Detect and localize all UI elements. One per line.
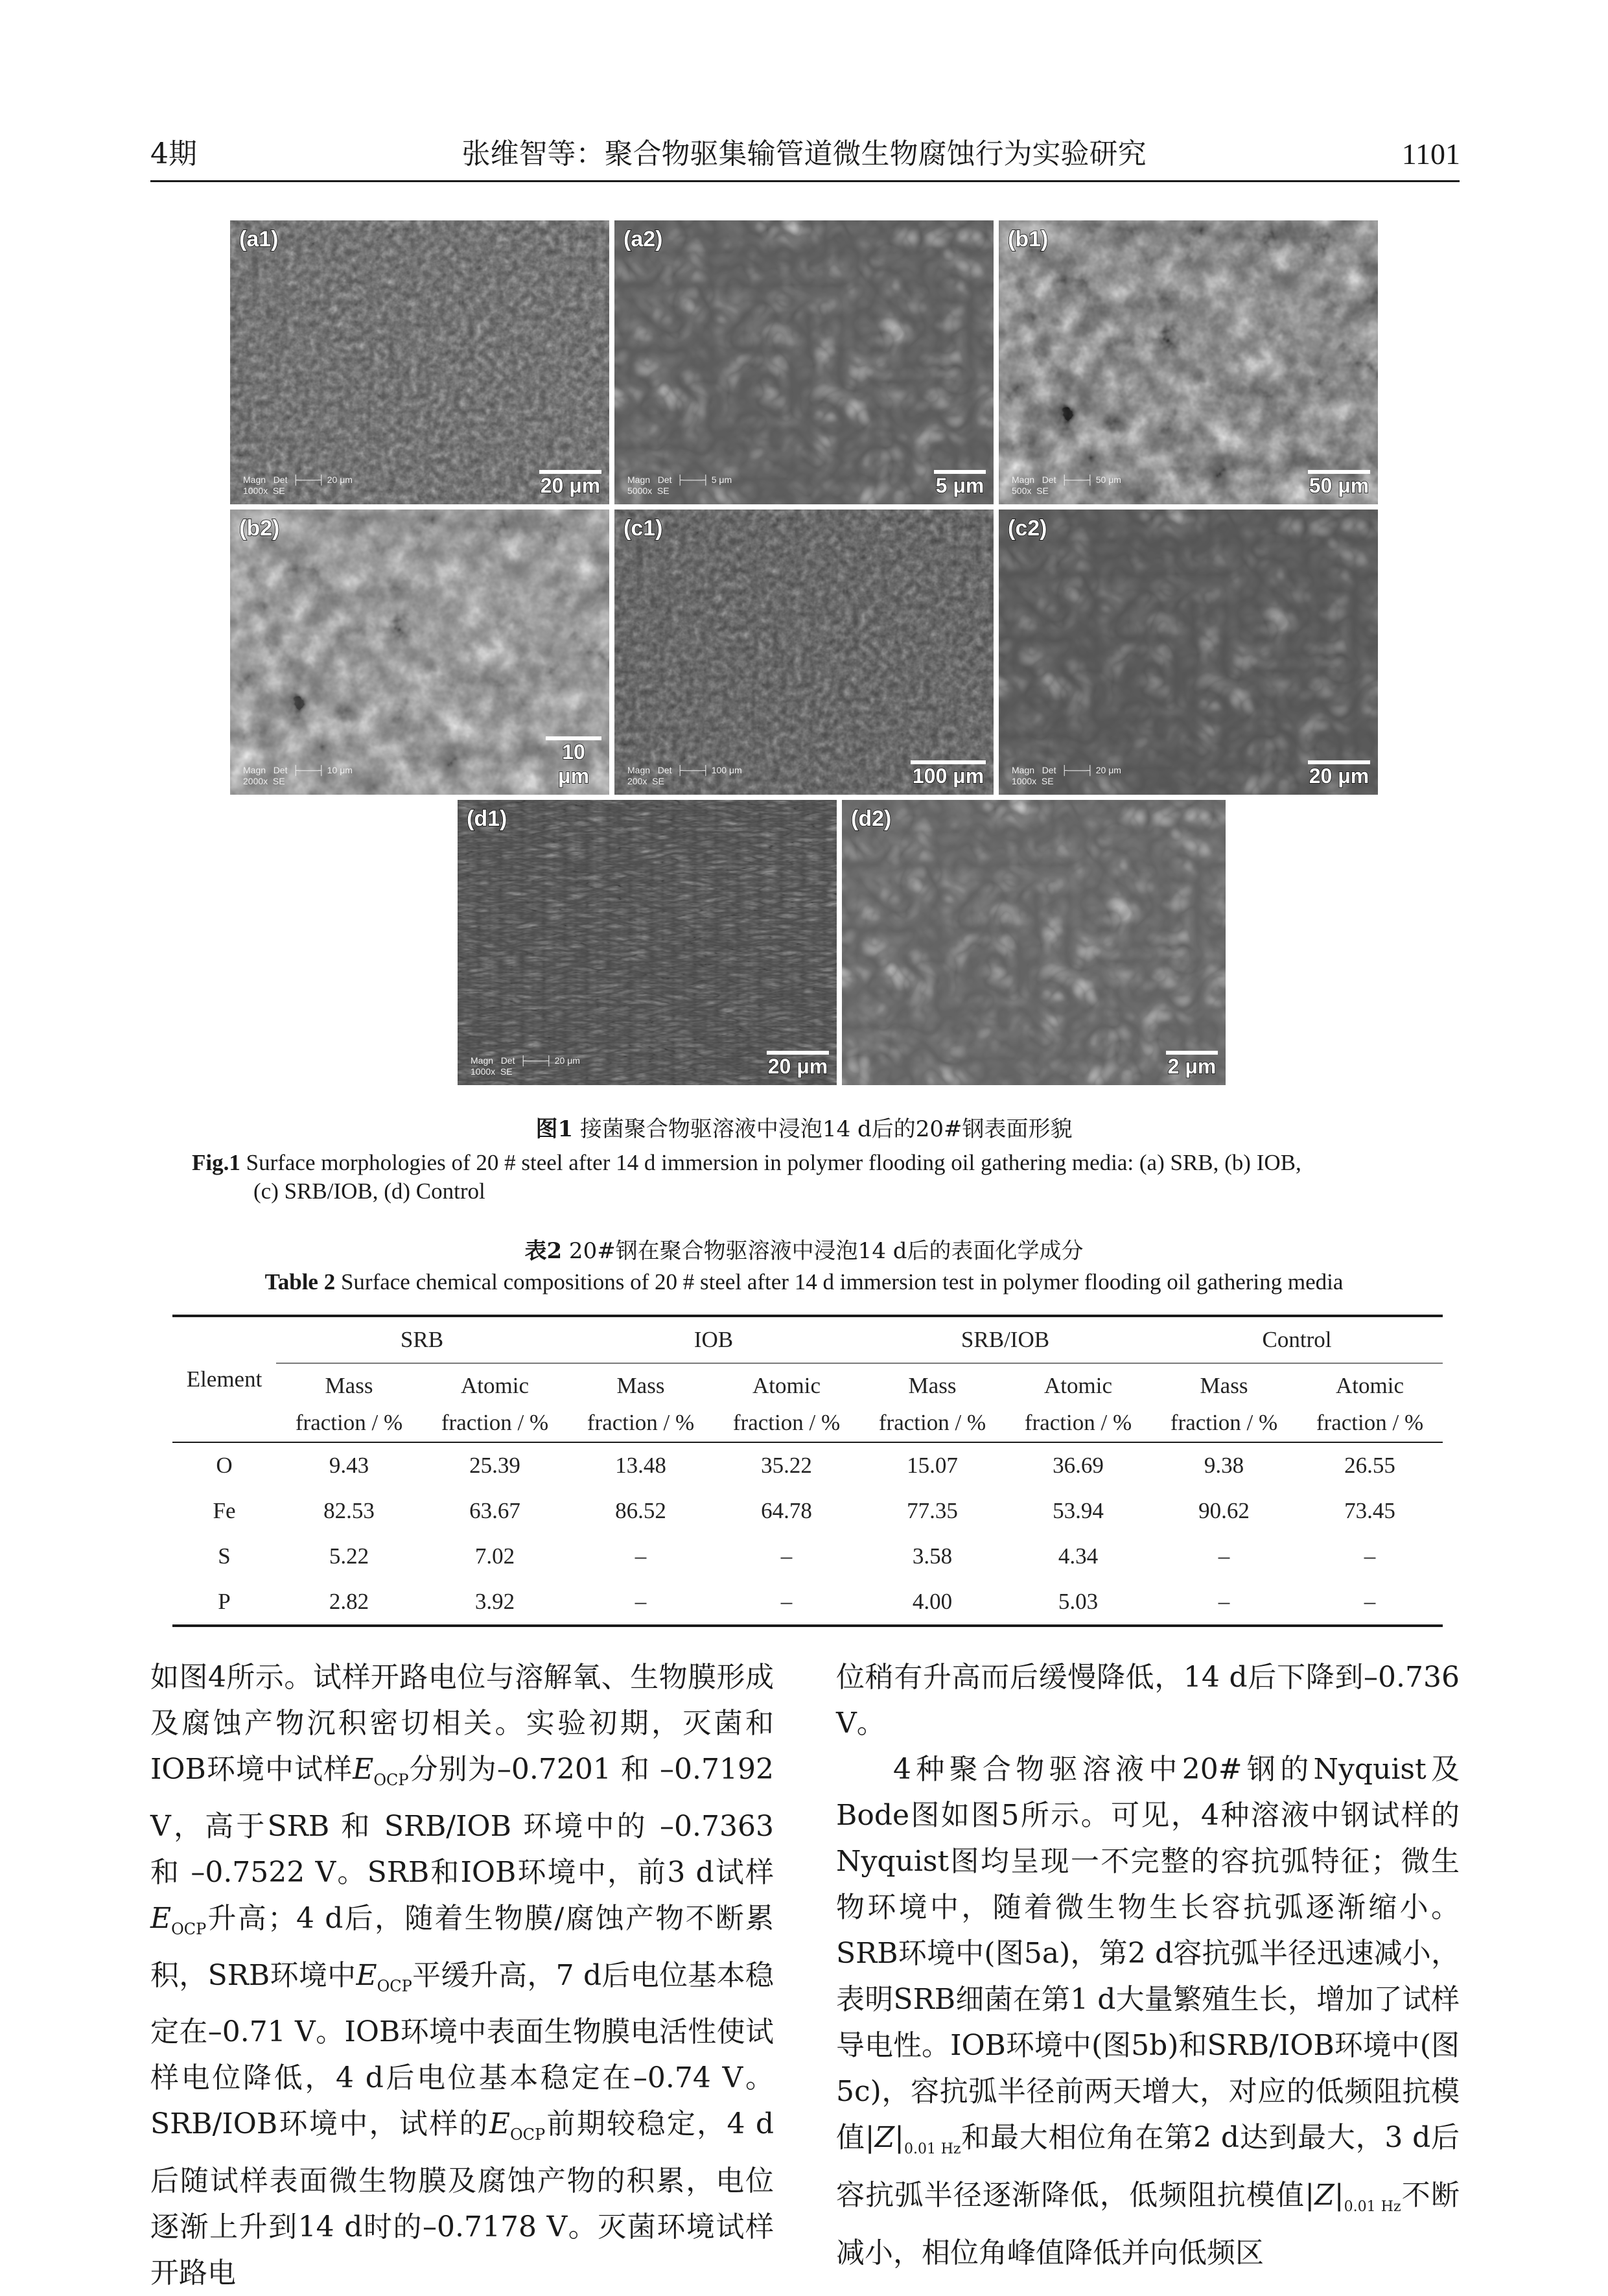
micrograph-d1 (458, 800, 837, 1085)
instrument-metadata: Magn Det ├───┤ 5 μm 5000x SE (627, 474, 732, 496)
value-cell: 36.69 (1053, 1453, 1104, 1478)
instrument-metadata: Magn Det ├───┤ 10 μm 2000x SE (243, 765, 353, 786)
sem-image (614, 510, 994, 795)
micrograph-d2 (842, 800, 1226, 1085)
issue-number: 4期 (150, 137, 197, 170)
value-cell: 64.78 (761, 1498, 812, 1523)
subheader-line2: fraction / % (1005, 1404, 1151, 1442)
table-row (172, 1442, 1443, 1488)
page-number: 1101 (1401, 137, 1460, 170)
symbol-frequency: 0.01 Hz (903, 2140, 961, 2157)
subheader-line1: Mass (616, 1373, 665, 1398)
table-label-cn: 表2 (524, 1238, 563, 1264)
value-cell: 3.92 (422, 1579, 568, 1626)
symbol-z: |Z| (1305, 2178, 1344, 2212)
micrograph-c2 (999, 510, 1378, 795)
value-cell: 63.67 (469, 1498, 520, 1523)
subheader-line2: fraction / % (276, 1404, 422, 1442)
scale-bar: 50 μm (1308, 470, 1370, 498)
figure-caption-en-line2: (c) SRB/IOB, (d) Control (253, 1178, 485, 1204)
value-cell: 5.03 (1005, 1579, 1151, 1626)
value-cell: 86.52 (615, 1498, 666, 1523)
scale-bar: 20 μm (1308, 760, 1370, 788)
symbol-ocp: OCP (171, 1919, 207, 1938)
body-paragraph (836, 1746, 1460, 2276)
value-cell: 4.00 (859, 1579, 1005, 1626)
scale-bar: 10 μm (546, 736, 601, 788)
symbol-ocp: OCP (510, 2126, 546, 2144)
element-header: Element (172, 1316, 276, 1442)
value-cell: 53.94 (1053, 1498, 1104, 1523)
instrument-metadata: Magn Det ├───┤ 20 μm 1000x SE (1012, 765, 1121, 786)
panel-label: (b2) (239, 516, 280, 541)
subheader-line2: fraction / % (422, 1404, 568, 1442)
body-paragraph (150, 1654, 774, 2296)
micrograph-c1 (614, 510, 994, 795)
value-cell: 4.34 (1058, 1543, 1099, 1569)
value-cell: – (1218, 1543, 1230, 1569)
value-cell: 13.48 (615, 1453, 666, 1478)
instrument-metadata: Magn Det ├───┤ 20 μm 1000x SE (243, 474, 353, 496)
value-cell: 3.58 (912, 1543, 953, 1569)
value-cell: – (1151, 1579, 1297, 1626)
symbol-ocp: OCP (373, 1770, 409, 1789)
text-run: 不断减小，相位角峰值降低并向低频区 (836, 2178, 1460, 2269)
subheader-line2: fraction / % (859, 1404, 1005, 1442)
value-cell: – (635, 1543, 647, 1569)
figure-label-en: Fig.1 (192, 1150, 240, 1175)
subheader-line1: Atomic (1336, 1373, 1404, 1398)
symbol-e: E (489, 2107, 510, 2141)
symbol-e: E (150, 1901, 172, 1935)
text-run: 升高；4 d后，随着生物膜/腐蚀产物不断累积，SRB环境中 (150, 1901, 774, 1992)
subheader-line1: Atomic (1044, 1373, 1112, 1398)
value-cell: – (780, 1543, 793, 1569)
subheader-line1: Atomic (461, 1373, 529, 1398)
figure-label-cn: 图1 (535, 1116, 574, 1142)
symbol-ocp: OCP (377, 1976, 412, 1995)
panel-label: (c2) (1008, 516, 1047, 541)
body-paragraph: 位稍有升高而后缓慢降低，14 d后下降到–0.736 V。 (836, 1661, 1460, 1740)
group-header-srb-iob: SRB/IOB (859, 1316, 1151, 1363)
value-cell: 26.55 (1344, 1453, 1395, 1478)
text-run: 4种聚合物驱溶液中20#钢的Nyquist及Bode图如图5所示。可见，4种溶液中钢试样的Nyquist图均呈现一不完整的容抗弧特征；微生物环境中，随着微生物生长容抗弧逐渐缩小。SRB环境中(图5a)，第2 d容抗弧半径迅速减小，表明SRB细菌在第1 d大量繁殖生长，增加了试样导电性。IOB环境中(图5b)和SRB/IOB环境中(图5c)，容抗弧半径前两天增大，对应的低频阻抗模值 (836, 1753, 1460, 2154)
subheader-line1: Atomic (752, 1373, 821, 1398)
micrograph-b1 (999, 220, 1378, 504)
table-caption-en-text: Surface chemical compositions of 20 # steel after 14 d immersion test in polymer flooding oil gathering media (335, 1269, 1344, 1294)
value-cell: 82.53 (323, 1498, 375, 1523)
table-label-en: Table 2 (264, 1269, 336, 1294)
symbol-e: E (353, 1753, 374, 1786)
running-title: 张维智等：聚合物驱集输管道微生物腐蚀行为实验研究 (461, 137, 1147, 170)
symbol-z: |Z| (865, 2121, 904, 2154)
micrograph-a2 (614, 220, 994, 504)
symbol-frequency: 0.01 Hz (1344, 2198, 1401, 2215)
body-column-left (150, 1654, 774, 2296)
element-cell: P (172, 1579, 276, 1626)
value-cell: 77.35 (907, 1498, 958, 1523)
panel-label: (c1) (623, 516, 663, 541)
table-row (172, 1579, 1443, 1626)
scale-bar: 20 μm (539, 470, 601, 498)
element-cell: S (218, 1543, 231, 1569)
composition-table (172, 1315, 1443, 1627)
symbol-e: E (356, 1958, 377, 1992)
value-cell: – (568, 1579, 714, 1626)
table-row (172, 1534, 1443, 1579)
figure-caption-en-line1: Surface morphologies of 20 # steel after 14 d immersion in polymer flooding oil gathering media: (a) SRB, (b) IOB, (240, 1150, 1301, 1175)
panel-label: (a1) (239, 227, 279, 252)
value-cell: 15.07 (907, 1453, 958, 1478)
subheader-line2: fraction / % (1151, 1404, 1297, 1442)
instrument-metadata: Magn Det ├───┤ 50 μm 500x SE (1012, 474, 1121, 496)
sem-image (458, 800, 837, 1085)
figure-caption-en (192, 1149, 1469, 1206)
table-caption-en (0, 1269, 1608, 1295)
value-cell: – (1297, 1579, 1443, 1626)
figure-caption-cn (0, 1115, 1608, 1143)
sem-image (230, 220, 609, 504)
subheader-line1: Mass (325, 1373, 373, 1398)
subheader-line1: Mass (908, 1373, 957, 1398)
subheader-line2: fraction / % (1297, 1404, 1443, 1442)
group-header-srb: SRB (276, 1316, 568, 1363)
value-cell: 9.43 (329, 1453, 369, 1478)
body-column-right (836, 1654, 1460, 2276)
value-cell: 9.38 (1204, 1453, 1244, 1478)
header-rule (150, 180, 1460, 182)
value-cell: – (1364, 1543, 1376, 1569)
table-caption-cn-text: 20#钢在聚合物驱溶液中浸泡14 d后的表面化学成分 (562, 1238, 1084, 1264)
panel-label: (b1) (1008, 227, 1049, 252)
table-row (172, 1488, 1443, 1534)
value-cell: 7.02 (474, 1543, 515, 1569)
panel-label: (d2) (851, 806, 892, 831)
value-cell: 35.22 (761, 1453, 812, 1478)
text-run: 和最大相位角在第2 d达到最大，3 d后容抗弧半径逐渐降低，低频阻抗模值 (836, 2121, 1460, 2212)
sem-image (842, 800, 1226, 1085)
value-cell: 2.82 (276, 1579, 422, 1626)
element-cell: Fe (213, 1498, 236, 1523)
value-cell: 5.22 (329, 1543, 369, 1569)
text-run: 平缓升高，7 d后电位基本稳定在–0.71 V。IOB环境中表面生物膜电活性使试样电位降低，4 d后电位基本稳定在–0.74 V。SRB/IOB环境中，试样的 (150, 1958, 774, 2141)
sem-image (614, 220, 994, 504)
subheader-line2: fraction / % (714, 1404, 859, 1442)
sem-image (999, 510, 1378, 795)
panel-label: (a2) (623, 227, 663, 252)
value-cell: – (714, 1579, 859, 1626)
group-header-iob: IOB (568, 1316, 859, 1363)
table-caption-cn (0, 1237, 1608, 1265)
subheader-line2: fraction / % (568, 1404, 714, 1442)
sem-image (999, 220, 1378, 504)
instrument-metadata: Magn Det ├───┤ 20 μm 1000x SE (471, 1055, 580, 1077)
subheader-line1: Mass (1200, 1373, 1248, 1398)
instrument-metadata: Magn Det ├───┤ 100 μm 200x SE (627, 765, 742, 786)
group-header-control: Control (1151, 1316, 1443, 1363)
element-cell: O (216, 1453, 233, 1478)
text-run: 如图4所示。试样开路电位与溶解氧、生物膜形成及腐蚀产物沉积密切相关。实验初期，灭菌和IOB环境中试样 (150, 1661, 774, 1786)
text-run: 分别为–0.7201 和 –0.7192 V，高于SRB 和 SRB/IOB 环境中的 –0.7363 和 –0.7522 V。SRB和IOB环境中，前3 d试样 (150, 1753, 774, 1889)
scale-bar: 5 μm (934, 470, 986, 498)
value-cell: 25.39 (469, 1453, 520, 1478)
scale-bar: 20 μm (767, 1051, 829, 1079)
value-cell: 90.62 (1198, 1498, 1250, 1523)
value-cell: 73.45 (1344, 1498, 1395, 1523)
figure-caption-cn-text: 接菌聚合物驱溶液中浸泡14 d后的20#钢表面形貌 (573, 1116, 1073, 1142)
text-run: 前期较稳定，4 d后随试样表面微生物膜及腐蚀产物的积累，电位逐渐上升到14 d时的–0.7178 V。灭菌环境试样开路电 (150, 2107, 774, 2290)
micrograph-a1 (230, 220, 609, 504)
scale-bar: 2 μm (1166, 1051, 1218, 1079)
panel-label: (d1) (467, 806, 507, 831)
scale-bar: 100 μm (911, 760, 986, 788)
micrograph-b2 (230, 510, 609, 795)
